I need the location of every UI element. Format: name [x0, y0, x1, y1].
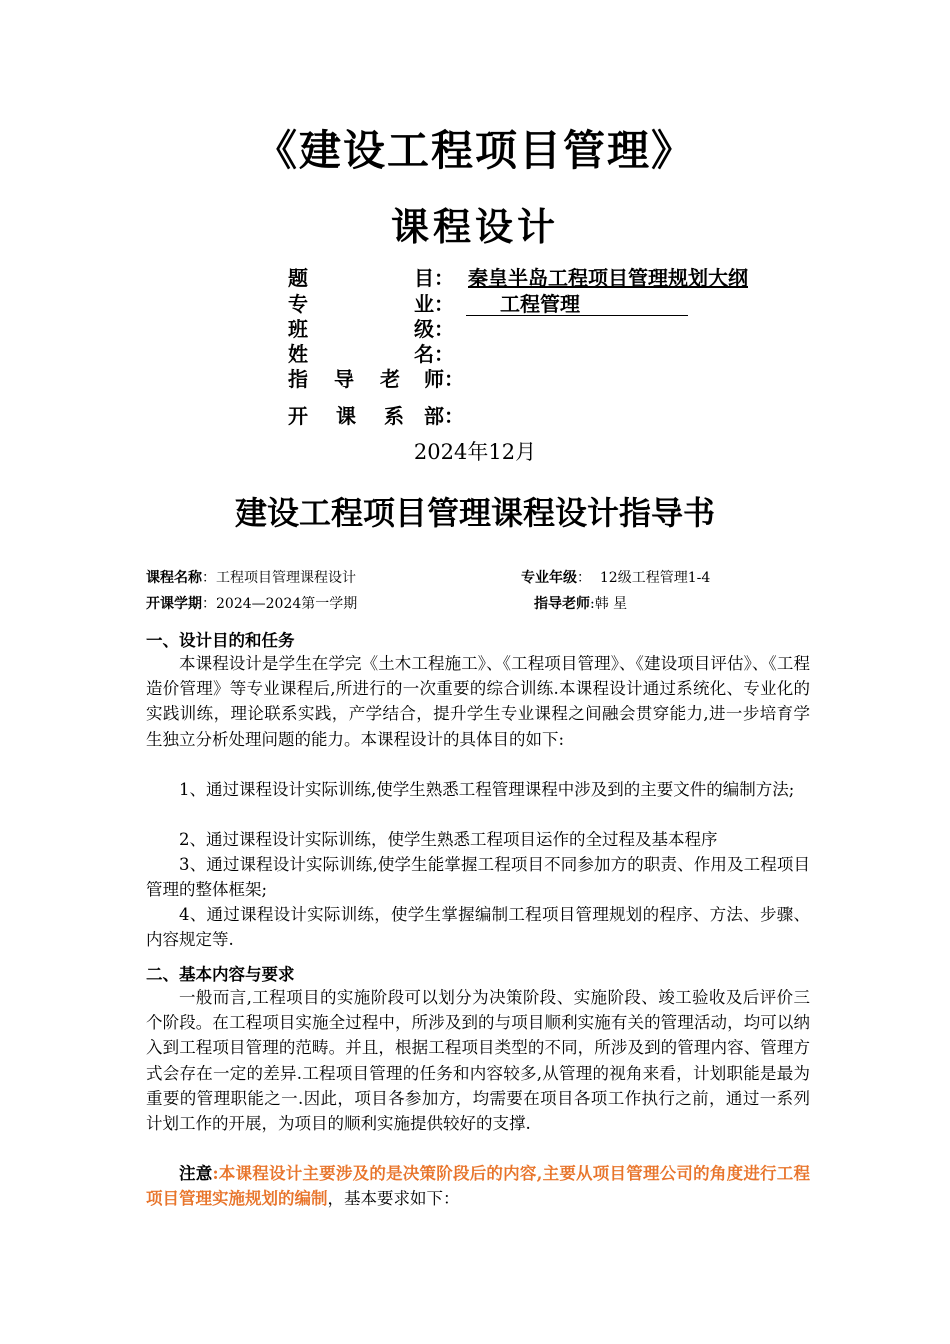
guide-title: 建设工程项目管理课程设计指导书	[234, 494, 715, 532]
cover-title: 《建设工程项目管理》	[254, 126, 695, 175]
field-department-label: 开 课 系 部：	[288, 404, 464, 428]
section-1-item-3: 3、通过课程设计实际训练,使学生能掌握工程项目不同参加方的职责、作用及工程项目管理的整体框架;	[146, 855, 810, 900]
note-tail: ，基本要求如下：	[327, 1189, 460, 1209]
section-2-note	[146, 1161, 810, 1211]
section-1-heading: 一、设计目的和任务	[146, 631, 295, 650]
field-name-label: 姓 名：	[288, 342, 454, 366]
field-class-label: 班 级：	[288, 317, 454, 341]
meta-term-label: 开课学期	[146, 596, 202, 612]
field-advisor-label: 指 导 老 师：	[288, 367, 464, 391]
meta-grade	[521, 568, 710, 588]
note-highlight: :本课程设计主要涉及的是决策阶段后的内容,主要从项目管理公司的角度进行工程项目管理实施规划的编制	[146, 1164, 811, 1209]
meta-term	[146, 594, 357, 614]
field-major-underline	[466, 291, 688, 316]
meta-teacher-label: 指导老师	[534, 596, 590, 612]
section-1-intro: 本课程设计是学生在学完《土木工程施工》、《工程项目管理》、《建设项目评估》、《工程造价管理》等专业课程后,所进行的一次重要的综合训练.本课程设计通过系统化、专业化的实践训练，理论联系实践，产学结合，提升学生专业课程之间融会贯穿能力,进一步培育学生独立分析处理问题的能力。本课程设计的具体目的如下:	[146, 654, 810, 749]
meta-teacher-value: :韩 星	[590, 596, 628, 612]
meta-course-label: 课程名称	[146, 570, 202, 586]
field-major-value: 工程管理	[500, 292, 580, 316]
field-major-label: 专 业：	[288, 292, 454, 316]
section-1-item-2: 2、通过课程设计实际训练，使学生熟悉工程项目运作的全过程及基本程序	[179, 830, 718, 849]
section-1-item-1: 1、通过课程设计实际训练,使学生熟悉工程管理课程中涉及到的主要文件的编制方法;	[179, 780, 795, 799]
section-2-para: 一般而言,工程项目的实施阶段可以划分为决策阶段、实施阶段、竣工验收及后评价三个阶段。在工程项目实施全过程中，所涉及到的与项目顺利实施有关的管理活动，均可以纳入到工程项目管理的范畴。并且，根据工程项目类型的不同，所涉及到的管理内容、管理方式会存在一定的差异.工程项目管理的任务和内容较多,从管理的视角来看，计划职能是最为重要的管理职能之一.因此，项目各参加方，均需要在项目各项工作执行之前，通过一系列计划工作的开展，为项目的顺利实施提供较好的支撑.	[146, 988, 810, 1134]
section-1-item-4: 4、通过课程设计实际训练，使学生掌握编制工程项目管理规划的程序、方法、步骤、内容规定等.	[146, 905, 810, 950]
section-2-heading: 二、基本内容与要求	[146, 965, 295, 984]
field-topic-label: 题 目：	[288, 266, 454, 290]
meta-grade-label: 专业年级	[521, 570, 577, 586]
meta-grade-value: ： 12级工程管理1-4	[577, 570, 711, 586]
meta-term-value: ：2024—2024第一学期	[202, 596, 358, 612]
meta-course-value: ：工程项目管理课程设计	[202, 570, 356, 586]
meta-teacher	[534, 594, 627, 614]
field-topic-value: 秦皇半岛工程项目管理规划大纲	[468, 266, 748, 290]
note-label: 注意	[179, 1164, 213, 1183]
cover-subtitle: 课程设计	[390, 205, 559, 249]
meta-course	[146, 568, 356, 588]
cover-date: 2024年12月	[413, 440, 537, 464]
